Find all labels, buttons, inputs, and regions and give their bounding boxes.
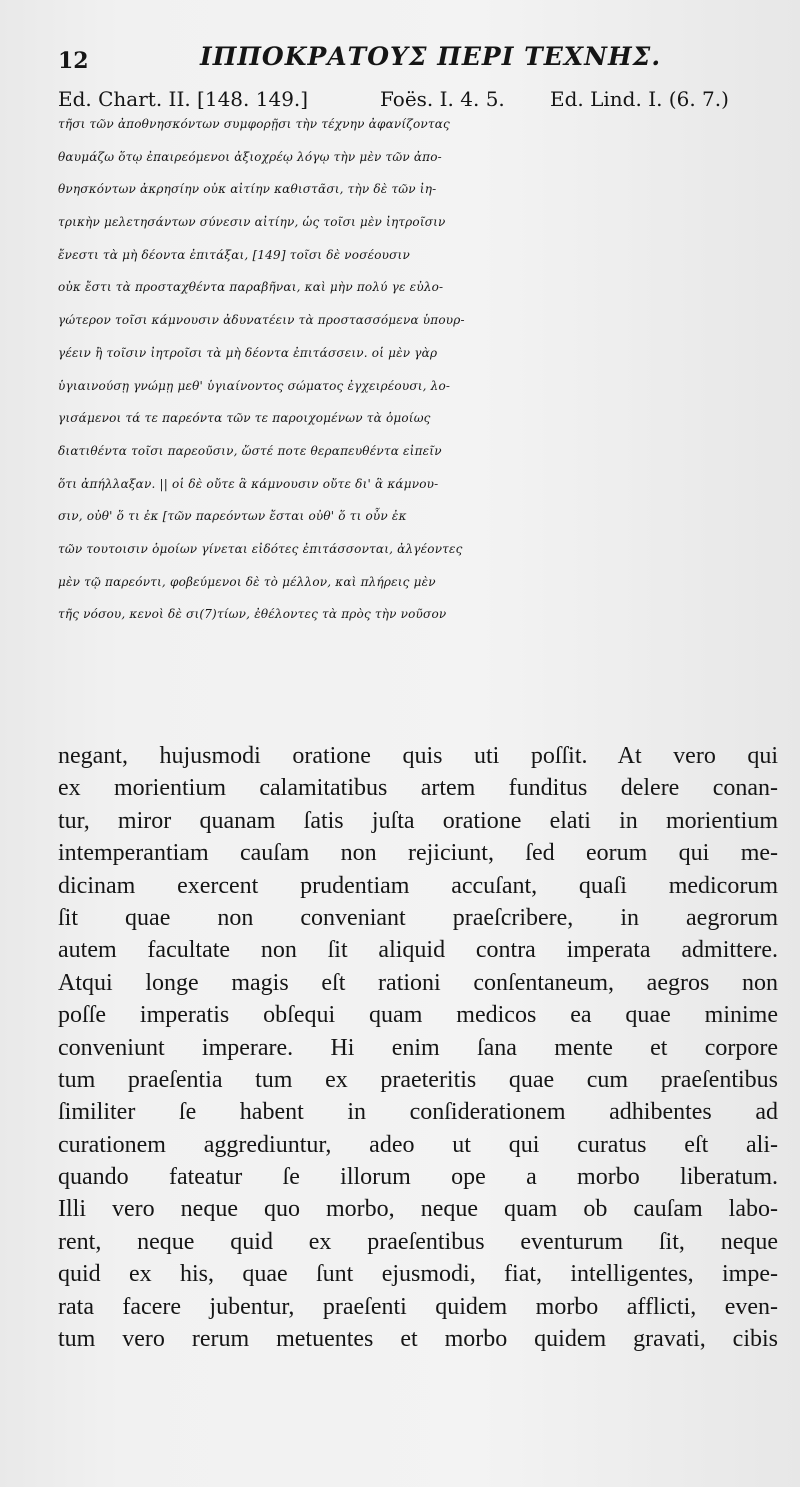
latin-line: poſſe imperatis obſequi quam medicos ea quae minime bbox=[58, 1002, 778, 1029]
running-head: ΙΠΠΟΚΡΑΤΟΥΣ ΠΕΡΙ ΤΕΧΝΗΣ. bbox=[200, 42, 662, 71]
greek-line: μὲν τῷ παρεόντι, φοβεύμενοι δὲ τὸ μέλλον, καὶ πλήρεις μὲν bbox=[58, 574, 436, 589]
latin-line: Atqui longe magis eſt rationi conſentaneum, aegros non bbox=[58, 969, 778, 996]
latin-line: rent, neque quid ex praeſentibus eventurum ſit, neque bbox=[58, 1228, 778, 1255]
greek-line: θνησκόντων ἀκρησίην οὐκ αἰτίην καθιστᾶσι, τὴν δὲ τῶν ἰη- bbox=[58, 182, 437, 197]
greek-line: τῆσι τῶν ἀποθνησκόντων συμφορῇσι τὴν τέχνην ἀφανίζοντας bbox=[58, 117, 450, 131]
latin-line: tum praeſentia tum ex praeteritis quae cum praeſentibus bbox=[58, 1066, 778, 1093]
greek-line: ἔνεστι τὰ μὴ δέοντα ἐπιτάξαι, [149] τοῖσι δὲ νοσέουσιν bbox=[58, 247, 410, 262]
latin-line: dicinam exercent prudentiam accuſant, quaſi medicorum bbox=[58, 872, 778, 899]
greek-text bbox=[58, 108, 798, 631]
greek-line: γισάμενοι τά τε παρεόντα τῶν τε παροιχομένων τὰ ὁμοίως bbox=[58, 411, 431, 426]
latin-line: curationem aggrediuntur, adeo ut qui curatus eſt ali- bbox=[58, 1131, 778, 1158]
greek-line: τῶν τουτοισιν ὁμοίων γίνεται εἰδότες ἐπιτάσσονται, ἀλγέοντες bbox=[58, 541, 463, 556]
greek-line: ὅτι ἀπήλλαξαν. || οἱ δὲ οὔτε ἃ κάμνουσιν οὔτε δι' ἃ κάμνου- bbox=[58, 476, 439, 491]
latin-line: autem facultate non ſit aliquid contra imperata admittere. bbox=[58, 937, 778, 964]
page-number: 12 bbox=[58, 48, 89, 74]
page-header bbox=[58, 40, 778, 76]
greek-line: γέειν ἢ τοῖσιν ἰητροῖσι τὰ μὴ δέοντα ἐπιτάσσειν. οἱ μὲν γὰρ bbox=[58, 345, 438, 360]
greek-line: γώτερον τοῖσι κάμνουσιν ἀδυνατέειν τὰ προστασσόμενα ὑπουρ- bbox=[58, 313, 465, 328]
latin-line: rata facere jubentur, praeſenti quidem morbo afflicti, even- bbox=[58, 1293, 778, 1320]
latin-line: tum vero rerum metuentes et morbo quidem gravati, cibis bbox=[58, 1326, 778, 1353]
greek-line: οὐκ ἔστι τὰ προσταχθέντα παραβῆναι, καὶ μὴν πολύ γε εὐλο- bbox=[58, 280, 444, 295]
latin-line: ſit quae non conveniant praeſcribere, in aegrorum bbox=[58, 904, 778, 931]
greek-line: τῆς νόσου, κενοὶ δὲ σι(7)τίων, ἐθέλοντες τὰ πρὸς τὴν νοῦσον bbox=[58, 607, 447, 622]
latin-line: intemperantiam cauſam non rejiciunt, ſed eorum qui me- bbox=[58, 840, 778, 867]
latin-line: Illi vero neque quo morbo, neque quam ob cauſam labo- bbox=[58, 1196, 778, 1223]
latin-line: ex morientium calamitatibus artem funditus delere conan- bbox=[58, 775, 778, 802]
latin-text bbox=[58, 740, 798, 1355]
latin-line: quando fateatur ſe illorum ope a morbo liberatum. bbox=[58, 1164, 778, 1191]
latin-line: ſimiliter ſe habent in conſiderationem adhibentes ad bbox=[58, 1099, 778, 1126]
greek-line: τρικὴν μελετησάντων σύνεσιν αἰτίην, ὡς τοῖσι μὲν ἰητροῖσιν bbox=[58, 215, 446, 230]
latin-line: quid ex his, quae ſunt ejusmodi, fiat, intelligentes, impe- bbox=[58, 1261, 778, 1288]
edition-chart: Ed. Chart. II. [148. 149.] bbox=[58, 87, 309, 111]
greek-line: σιν, οὐθ' ὅ τι ἐκ [τῶν παρεόντων ἔσται οὐθ' ὅ τι οὖν ἐκ bbox=[58, 509, 407, 524]
greek-line: ὑγιαινούσῃ γνώμῃ μεθ' ὑγιαίνοντος σώματος ἐγχειρέουσι, λο- bbox=[58, 378, 451, 393]
greek-line: θαυμάζω ὅτῳ ἐπαιρεόμενοι ἀξιοχρέῳ λόγῳ τὴν μὲν τῶν ἀπο- bbox=[58, 149, 442, 164]
latin-line: conveniunt imperare. Hi enim ſana mente et corpore bbox=[58, 1034, 778, 1061]
edition-lind: Ed. Lind. I. (6. 7.) bbox=[550, 87, 729, 111]
edition-foes: Foës. I. 4. 5. bbox=[380, 87, 505, 111]
latin-line: tur, miror quanam ſatis juſta oratione elati in morientium bbox=[58, 807, 778, 834]
greek-line: διατιθέντα τοῖσι παρεοῦσιν, ὥστέ ποτε θεραπευθέντα εἰπεῖν bbox=[58, 443, 442, 458]
latin-line: negant, hujusmodi oratione quis uti poſſit. At vero qui bbox=[58, 743, 778, 769]
